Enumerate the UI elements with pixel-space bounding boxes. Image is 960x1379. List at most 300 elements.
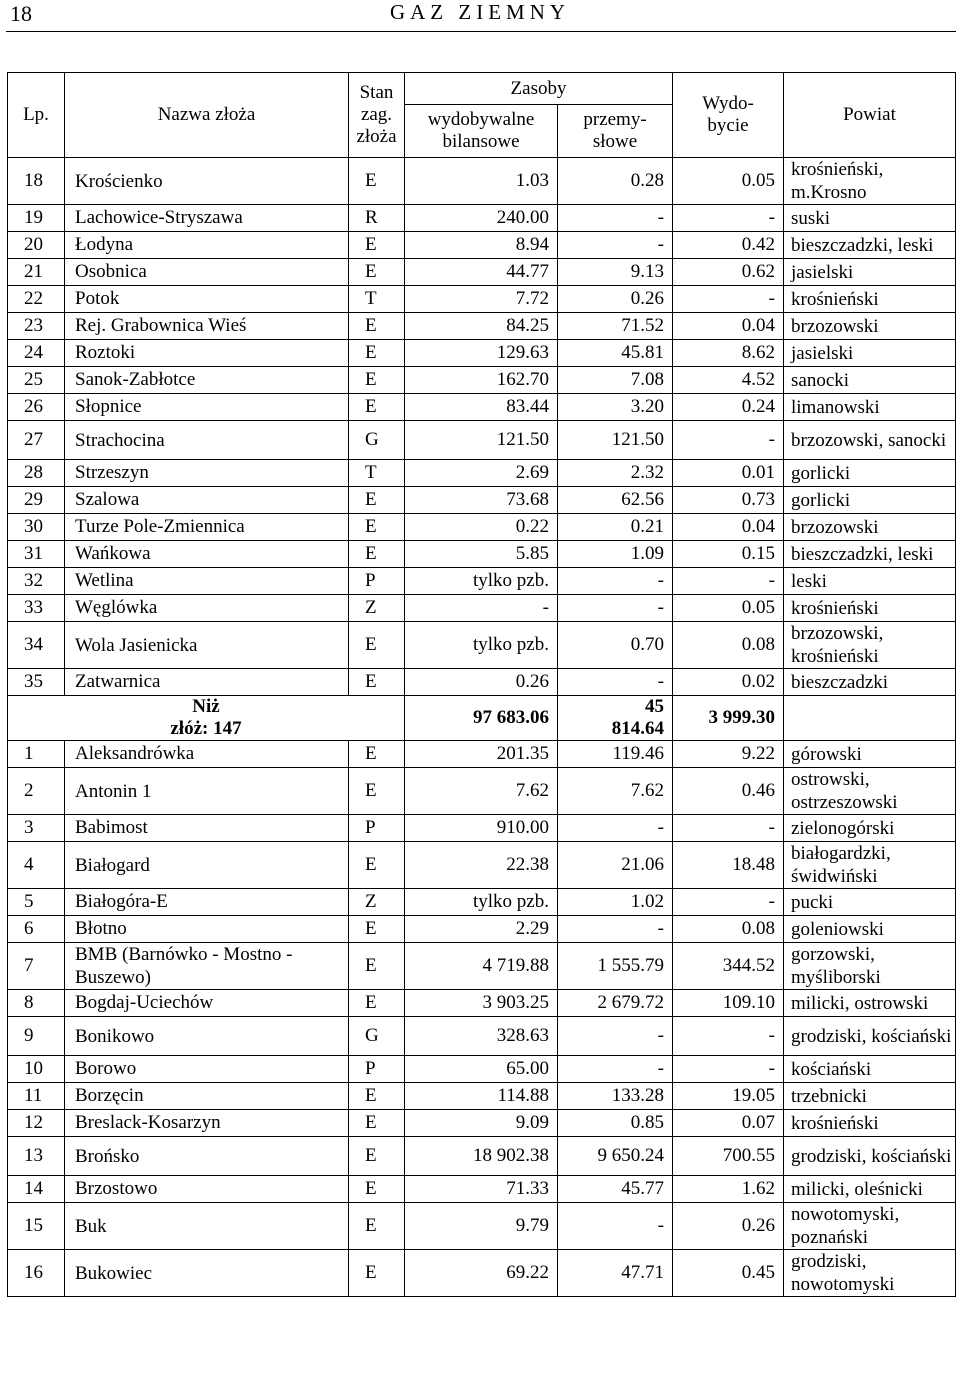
row-name: Turze Pole-Zmiennica [65,514,349,541]
row-lp: 28 [8,460,65,487]
header-wydobycie [673,73,784,158]
row-name: Zatwarnica [65,669,349,696]
row-stan: Z [349,595,405,622]
row-lp: 24 [8,340,65,367]
table-row [8,943,956,990]
row-lp: 29 [8,487,65,514]
row-przemyslowe: - [558,669,673,696]
row-bilansowe: 0.26 [405,669,558,696]
row-stan: E [349,1110,405,1137]
row-wydobycie: - [673,1017,784,1056]
row-przemyslowe: 62.56 [558,487,673,514]
row-przemyslowe: 9 650.24 [558,1137,673,1176]
row-bilansowe: 910.00 [405,815,558,842]
row-name: Białogard [65,842,349,889]
row-wydobycie: 0.46 [673,768,784,815]
page-title: GAZ ZIEMNY [389,0,571,24]
row-przemyslowe: - [558,232,673,259]
row-wydobycie: 0.04 [673,313,784,340]
row-powiat: bieszczadzki [784,669,956,696]
row-stan: E [349,232,405,259]
table-row [8,313,956,340]
row-przemyslowe: - [558,205,673,232]
row-wydobycie: 700.55 [673,1137,784,1176]
row-lp: 33 [8,595,65,622]
row-wydobycie: 0.26 [673,1203,784,1250]
row-lp: 23 [8,313,65,340]
row-przemyslowe: 45.81 [558,340,673,367]
row-stan: T [349,460,405,487]
table-row [8,916,956,943]
row-powiat: brzozowski, sanocki [784,421,956,460]
row-powiat: zielonogórski [784,815,956,842]
row-przemyslowe: 47.71 [558,1250,673,1297]
row-przemyslowe: 21.06 [558,842,673,889]
header-wydob-2: bycie [707,115,749,136]
row-lp: 5 [8,889,65,916]
table-row [8,259,956,286]
row-przemyslowe: 0.85 [558,1110,673,1137]
row-name: Bonikowo [65,1017,349,1056]
row-bilansowe: 69.22 [405,1250,558,1297]
row-przemyslowe: - [558,916,673,943]
table-row [8,1056,956,1083]
table-row [8,815,956,842]
row-bilansowe: - [405,595,558,622]
row-wydobycie: - [673,815,784,842]
row-name: Wańkowa [65,541,349,568]
row-stan: E [349,622,405,669]
row-powiat: krośnieński [784,1110,956,1137]
summary-przem-1: 45 [645,696,664,717]
row-lp: 35 [8,669,65,696]
table-header [8,73,956,158]
row-przemyslowe: - [558,1056,673,1083]
header-przemyslowe [558,105,673,158]
row-powiat: grodziski, kościański [784,1017,956,1056]
row-przemyslowe: 119.46 [558,741,673,768]
row-bilansowe: 201.35 [405,741,558,768]
row-stan: E [349,842,405,889]
row-bilansowe: 114.88 [405,1083,558,1110]
row-stan: G [349,421,405,460]
row-przemyslowe: 1.02 [558,889,673,916]
row-name: Aleksandrówka [65,741,349,768]
row-name: Breslack-Kosarzyn [65,1110,349,1137]
row-lp: 9 [8,1017,65,1056]
row-lp: 8 [8,990,65,1017]
row-przemyslowe: 0.26 [558,286,673,313]
row-lp: 19 [8,205,65,232]
row-wydobycie: 0.42 [673,232,784,259]
row-powiat: krośnieński [784,286,956,313]
row-lp: 4 [8,842,65,889]
row-bilansowe: 9.79 [405,1203,558,1250]
row-stan: E [349,514,405,541]
row-bilansowe: 84.25 [405,313,558,340]
row-lp: 26 [8,394,65,421]
row-lp: 21 [8,259,65,286]
row-bilansowe: 121.50 [405,421,558,460]
row-wydobycie: 109.10 [673,990,784,1017]
row-name: Sanok-Zabłotce [65,367,349,394]
row-lp: 30 [8,514,65,541]
row-wydobycie: 0.62 [673,259,784,286]
table-row [8,741,956,768]
row-wydobycie: 0.08 [673,622,784,669]
row-name: Krościenko [65,158,349,205]
row-bilansowe: 240.00 [405,205,558,232]
row-name: Szalowa [65,487,349,514]
table-row [8,514,956,541]
row-przemyslowe: - [558,1017,673,1056]
row-name: Bukowiec [65,1250,349,1297]
row-przemyslowe: 2.32 [558,460,673,487]
row-bilansowe: tylko pzb. [405,889,558,916]
row-przemyslowe: 133.28 [558,1083,673,1110]
table-row [8,394,956,421]
row-wydobycie: 4.52 [673,367,784,394]
row-stan: E [349,487,405,514]
row-lp: 14 [8,1176,65,1203]
header-stan-2: zag. [360,104,393,125]
table-row [8,367,956,394]
row-name: Białogóra-E [65,889,349,916]
row-name: Wetlina [65,568,349,595]
row-bilansowe: tylko pzb. [405,622,558,669]
row-bilansowe: 2.29 [405,916,558,943]
row-powiat: goleniowski [784,916,956,943]
row-powiat: bieszczadzki, leski [784,232,956,259]
row-powiat: suski [784,205,956,232]
row-stan: E [349,768,405,815]
row-powiat: górowski [784,741,956,768]
row-wydobycie: 0.45 [673,1250,784,1297]
table-row [8,232,956,259]
row-wydobycie: - [673,1056,784,1083]
page-header [0,0,960,36]
row-wydobycie: 0.05 [673,158,784,205]
header-nazwa: Nazwa złoża [65,73,349,158]
row-stan: E [349,669,405,696]
table-row [8,842,956,889]
row-wydobycie: 0.73 [673,487,784,514]
row-wydobycie: 344.52 [673,943,784,990]
table-row [8,541,956,568]
row-stan: E [349,741,405,768]
row-bilansowe: 65.00 [405,1056,558,1083]
row-powiat: gorzowski, myśliborski [784,943,956,990]
summary-przem-2: 814.64 [611,718,664,739]
header-stan [349,73,405,158]
row-name: Roztoki [65,340,349,367]
row-przemyslowe: 3.20 [558,394,673,421]
summary-wyd: 3 999.30 [673,696,784,741]
row-name: Strachocina [65,421,349,460]
row-lp: 3 [8,815,65,842]
row-przemyslowe: 9.13 [558,259,673,286]
row-stan: E [349,259,405,286]
row-lp: 32 [8,568,65,595]
row-bilansowe: tylko pzb. [405,568,558,595]
table-row [8,421,956,460]
row-bilansowe: 1.03 [405,158,558,205]
row-powiat: pucki [784,889,956,916]
header-stan-3: złoża [356,126,397,147]
row-wydobycie: - [673,421,784,460]
row-przemyslowe: 7.62 [558,768,673,815]
summary-label-1: Niż [192,696,220,717]
row-przemyslowe: 2 679.72 [558,990,673,1017]
row-lp: 2 [8,768,65,815]
row-stan: T [349,286,405,313]
page-number: 18 [10,1,32,26]
row-name: Borzęcin [65,1083,349,1110]
header-zasoby: Zasoby [405,73,673,105]
table-row [8,1017,956,1056]
table-row [8,1250,956,1297]
row-wydobycie: 0.15 [673,541,784,568]
row-przemyslowe: - [558,815,673,842]
table-row [8,889,956,916]
row-przemyslowe: 1.09 [558,541,673,568]
row-powiat: grodziski, kościański [784,1137,956,1176]
row-stan: E [349,541,405,568]
row-name: Buk [65,1203,349,1250]
row-powiat: ostrowski, ostrzeszowski [784,768,956,815]
row-wydobycie: 0.05 [673,595,784,622]
row-przemyslowe: - [558,595,673,622]
summary-bil: 97 683.06 [405,696,558,741]
row-wydobycie: 0.08 [673,916,784,943]
row-bilansowe: 7.72 [405,286,558,313]
row-bilansowe: 71.33 [405,1176,558,1203]
row-powiat: sanocki [784,367,956,394]
row-bilansowe: 22.38 [405,842,558,889]
row-bilansowe: 2.69 [405,460,558,487]
row-wydobycie: 0.24 [673,394,784,421]
table-row [8,1110,956,1137]
row-name: Brońsko [65,1137,349,1176]
row-name: Antonin 1 [65,768,349,815]
row-wydobycie: 8.62 [673,340,784,367]
summary-row [8,696,956,741]
row-lp: 20 [8,232,65,259]
table-row [8,487,956,514]
row-bilansowe: 5.85 [405,541,558,568]
row-lp: 34 [8,622,65,669]
row-stan: E [349,340,405,367]
row-powiat: białogardzki, świdwiński [784,842,956,889]
row-stan: E [349,1250,405,1297]
row-bilansowe: 83.44 [405,394,558,421]
row-name: Wola Jasienicka [65,622,349,669]
row-lp: 18 [8,158,65,205]
row-name: Bogdaj-Uciechów [65,990,349,1017]
row-bilansowe: 3 903.25 [405,990,558,1017]
row-lp: 13 [8,1137,65,1176]
row-powiat: jasielski [784,259,956,286]
row-stan: E [349,1176,405,1203]
row-lp: 25 [8,367,65,394]
row-bilansowe: 44.77 [405,259,558,286]
row-przemyslowe: - [558,1203,673,1250]
row-stan: E [349,1137,405,1176]
table-row [8,669,956,696]
table-row [8,460,956,487]
summary-label-2: złóż: 147 [170,718,242,739]
row-bilansowe: 7.62 [405,768,558,815]
row-name: Osobnica [65,259,349,286]
row-stan: P [349,815,405,842]
header-przem-2: słowe [592,131,638,152]
row-name: Słopnice [65,394,349,421]
row-przemyslowe: 0.28 [558,158,673,205]
row-powiat: gorlicki [784,487,956,514]
row-stan: E [349,367,405,394]
row-powiat: kościański [784,1056,956,1083]
row-stan: E [349,943,405,990]
row-bilansowe: 9.09 [405,1110,558,1137]
row-stan: E [349,1203,405,1250]
row-wydobycie: 9.22 [673,741,784,768]
row-stan: P [349,568,405,595]
row-przemyslowe: 45.77 [558,1176,673,1203]
row-przemyslowe: 121.50 [558,421,673,460]
row-name: Łodyna [65,232,349,259]
row-powiat: grodziski, nowotomyski [784,1250,956,1297]
row-wydobycie: 19.05 [673,1083,784,1110]
row-wydobycie: - [673,286,784,313]
row-wydobycie: 0.07 [673,1110,784,1137]
row-lp: 31 [8,541,65,568]
row-powiat: nowotomyski, poznański [784,1203,956,1250]
table-row [8,595,956,622]
row-wydobycie: - [673,889,784,916]
header-powiat: Powiat [784,73,956,158]
table-row [8,205,956,232]
row-wydobycie: - [673,568,784,595]
table-row [8,568,956,595]
header-rule [6,31,956,32]
row-lp: 27 [8,421,65,460]
table-row [8,990,956,1017]
row-przemyslowe: - [558,568,673,595]
summary-section [8,696,956,741]
row-name: Lachowice-Stryszawa [65,205,349,232]
row-name: Babimost [65,815,349,842]
deposits-table [7,72,956,1297]
row-powiat: krośnieński, m.Krosno [784,158,956,205]
row-wydobycie: 0.04 [673,514,784,541]
row-powiat: bieszczadzki, leski [784,541,956,568]
row-stan: E [349,158,405,205]
header-lp: Lp. [8,73,65,158]
header-stan-1: Stan [359,82,394,103]
row-przemyslowe: 71.52 [558,313,673,340]
row-bilansowe: 162.70 [405,367,558,394]
row-powiat: brzozowski [784,313,956,340]
row-wydobycie: 0.02 [673,669,784,696]
row-bilansowe: 18 902.38 [405,1137,558,1176]
row-przemyslowe: 0.70 [558,622,673,669]
header-bilansowe [405,105,558,158]
row-bilansowe: 328.63 [405,1017,558,1056]
row-stan: E [349,916,405,943]
row-przemyslowe: 0.21 [558,514,673,541]
row-powiat: leski [784,568,956,595]
row-name: Rej. Grabownica Wieś [65,313,349,340]
row-powiat: trzebnicki [784,1083,956,1110]
row-name: Potok [65,286,349,313]
row-lp: 22 [8,286,65,313]
table-row [8,1083,956,1110]
row-bilansowe: 4 719.88 [405,943,558,990]
row-przemyslowe: 7.08 [558,367,673,394]
row-lp: 15 [8,1203,65,1250]
row-lp: 6 [8,916,65,943]
row-stan: E [349,1083,405,1110]
row-name: Brzostowo [65,1176,349,1203]
row-przemyslowe: 1 555.79 [558,943,673,990]
row-stan: P [349,1056,405,1083]
table-row [8,1137,956,1176]
table-row [8,286,956,313]
row-name: Błotno [65,916,349,943]
table-row [8,1176,956,1203]
row-stan: R [349,205,405,232]
table-row [8,1203,956,1250]
row-name: Strzeszyn [65,460,349,487]
header-wyd-bil-1: wydobywalne [427,109,535,130]
row-powiat: brzozowski [784,514,956,541]
row-lp: 12 [8,1110,65,1137]
header-przem-1: przemy- [583,109,647,130]
row-powiat: krośnieński [784,595,956,622]
row-wydobycie: 18.48 [673,842,784,889]
header-wydob-1: Wydo- [702,93,754,114]
row-bilansowe: 0.22 [405,514,558,541]
table-row [8,158,956,205]
row-powiat: milicki, ostrowski [784,990,956,1017]
row-lp: 7 [8,943,65,990]
row-wydobycie: - [673,205,784,232]
row-bilansowe: 73.68 [405,487,558,514]
table-row [8,340,956,367]
row-lp: 1 [8,741,65,768]
row-lp: 10 [8,1056,65,1083]
table-row [8,768,956,815]
row-powiat: limanowski [784,394,956,421]
row-lp: 16 [8,1250,65,1297]
row-stan: G [349,1017,405,1056]
row-name: Borowo [65,1056,349,1083]
row-wydobycie: 0.01 [673,460,784,487]
header-wyd-bil-2: bilansowe [442,131,520,152]
row-name: Węglówka [65,595,349,622]
row-stan: E [349,990,405,1017]
row-wydobycie: 1.62 [673,1176,784,1203]
row-stan: Z [349,889,405,916]
row-powiat: jasielski [784,340,956,367]
row-stan: E [349,313,405,340]
row-powiat: gorlicki [784,460,956,487]
table-body-part-b [8,741,956,1297]
table-body-part-a [8,158,956,696]
row-bilansowe: 8.94 [405,232,558,259]
table-row [8,622,956,669]
summary-label [8,696,405,741]
